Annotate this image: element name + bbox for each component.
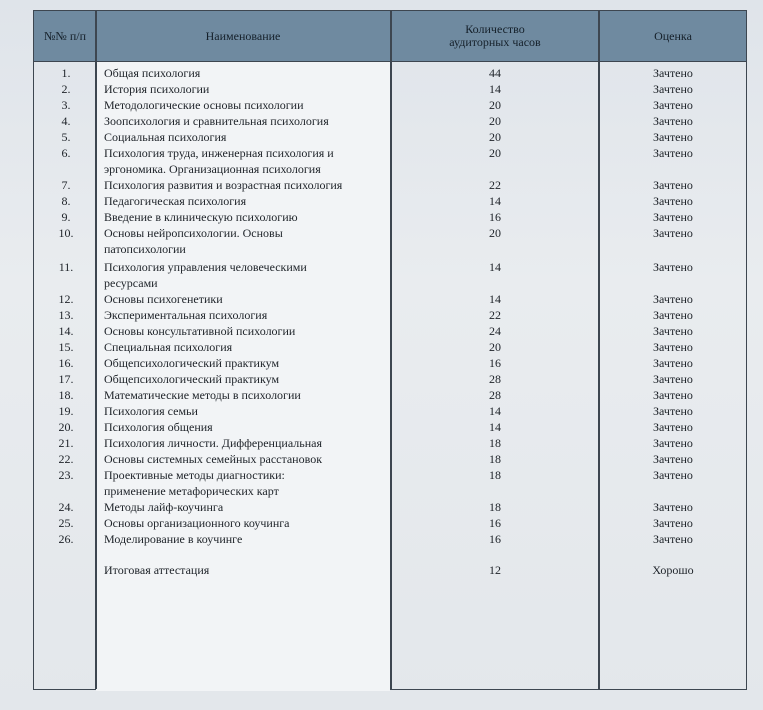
row-hours: 20: [489, 146, 501, 160]
col-divider-1: [95, 11, 97, 689]
row-grade: Зачтено: [653, 82, 693, 96]
row-number: 12.: [58, 292, 74, 306]
row-name-continued: ресурсами: [104, 276, 158, 290]
row-grade: Зачтено: [653, 356, 693, 370]
row-hours: 22: [489, 178, 501, 192]
row-hours: 20: [489, 98, 501, 112]
header-num: №№ п/п: [43, 28, 87, 43]
header-name: Наименование: [205, 28, 281, 43]
row-hours: 20: [489, 340, 501, 354]
row-name: Математические методы в психологии: [104, 388, 301, 402]
row-name: Введение в клиническую психологию: [104, 210, 298, 224]
row-grade: Зачтено: [653, 532, 693, 546]
row-grade: Зачтено: [653, 226, 693, 240]
row-number: 21.: [58, 436, 74, 450]
row-number: 9.: [61, 210, 71, 224]
row-number: 11.: [58, 260, 74, 274]
row-name: Общепсихологический практикум: [104, 372, 280, 386]
row-grade: Зачтено: [653, 404, 693, 418]
row-hours: 24: [489, 324, 501, 338]
row-number: 8.: [61, 194, 71, 208]
row-name-continued: патопсихологии: [104, 242, 186, 256]
row-number: 18.: [58, 388, 74, 402]
row-name: Психология развития и возрастная психология: [104, 178, 343, 192]
row-number: 20.: [58, 420, 74, 434]
row-number: 22.: [58, 452, 74, 466]
row-name: Специальная психология: [104, 340, 233, 354]
row-number: 13.: [58, 308, 74, 322]
row-number: 2.: [61, 82, 71, 96]
row-name: Психология управления человеческими: [104, 260, 307, 274]
row-grade: Зачтено: [653, 114, 693, 128]
row-hours: 28: [489, 388, 501, 402]
row-name: Методологические основы психологии: [104, 98, 304, 112]
row-hours: 14: [489, 404, 501, 418]
row-number: 14.: [58, 324, 74, 338]
row-name: Общепсихологический практикум: [104, 356, 280, 370]
row-hours: 16: [489, 532, 501, 546]
row-grade: Зачтено: [653, 130, 693, 144]
row-hours: 14: [489, 82, 501, 96]
row-grade: Зачтено: [653, 292, 693, 306]
row-hours: 18: [489, 452, 501, 466]
row-grade: Зачтено: [653, 516, 693, 530]
row-name: Психология семьи: [104, 404, 198, 418]
row-number: 10.: [58, 226, 74, 240]
row-hours: 16: [489, 516, 501, 530]
row-grade: Зачтено: [653, 468, 693, 482]
row-name-continued: применение метафорических карт: [104, 484, 279, 498]
row-hours: 20: [489, 226, 501, 240]
row-grade: Зачтено: [653, 178, 693, 192]
final-name: Итоговая аттестация: [104, 563, 210, 577]
courses-table: [33, 10, 747, 690]
row-hours: 18: [489, 500, 501, 514]
row-number: 19.: [58, 404, 74, 418]
row-grade: Зачтено: [653, 436, 693, 450]
row-grade: Зачтено: [653, 66, 693, 80]
row-hours: 18: [489, 436, 501, 450]
row-name: Социальная психология: [104, 130, 227, 144]
row-name: Общая психология: [104, 66, 201, 80]
row-hours: 44: [489, 66, 501, 80]
row-grade: Зачтено: [653, 260, 693, 274]
row-hours: 16: [489, 356, 501, 370]
row-name: Педагогическая психология: [104, 194, 247, 208]
row-number: 23.: [58, 468, 74, 482]
row-grade: Зачтено: [653, 98, 693, 112]
row-grade: Зачтено: [653, 210, 693, 224]
row-name: Основы психогенетики: [104, 292, 223, 306]
final-hours: 12: [489, 563, 501, 577]
row-number: 17.: [58, 372, 74, 386]
row-name: Зоопсихология и сравнительная психология: [104, 114, 329, 128]
row-name: Проективные методы диагностики:: [104, 468, 285, 482]
row-hours: 14: [489, 194, 501, 208]
row-number: 25.: [58, 516, 74, 530]
row-number: 26.: [58, 532, 74, 546]
row-number: 16.: [58, 356, 74, 370]
row-number: 5.: [61, 130, 71, 144]
row-number: 1.: [61, 66, 71, 80]
row-hours: 22: [489, 308, 501, 322]
row-hours: 14: [489, 292, 501, 306]
row-grade: Зачтено: [653, 372, 693, 386]
row-name-continued: эргономика. Организационная психология: [104, 162, 321, 176]
row-name: Психология личности. Дифференциальная: [104, 436, 322, 450]
row-hours: 20: [489, 114, 501, 128]
row-grade: Зачтено: [653, 388, 693, 402]
row-name: Основы организационного коучинга: [104, 516, 290, 530]
header-grade: Оценка: [654, 28, 692, 43]
row-number: 6.: [61, 146, 71, 160]
row-hours: 16: [489, 210, 501, 224]
row-number: 7.: [61, 178, 71, 192]
row-grade: Зачтено: [653, 340, 693, 354]
final-grade: Хорошо: [652, 563, 694, 577]
row-hours: 20: [489, 130, 501, 144]
row-grade: Зачтено: [653, 308, 693, 322]
row-grade: Зачтено: [653, 194, 693, 208]
row-number: 24.: [58, 500, 74, 514]
row-hours: 14: [489, 420, 501, 434]
row-name: Основы системных семейных расстановок: [104, 452, 323, 466]
row-name: Психология труда, инженерная психология и: [104, 146, 334, 160]
row-grade: Зачтено: [653, 420, 693, 434]
row-grade: Зачтено: [653, 452, 693, 466]
row-grade: Зачтено: [653, 500, 693, 514]
row-number: 4.: [61, 114, 71, 128]
row-grade: Зачтено: [653, 146, 693, 160]
row-hours: 14: [489, 260, 501, 274]
row-name: Методы лайф-коучинга: [104, 500, 224, 514]
row-hours: 28: [489, 372, 501, 386]
row-name: Экспериментальная психология: [104, 308, 268, 322]
row-name: Психология общения: [104, 420, 213, 434]
row-name: История психологии: [104, 82, 210, 96]
row-number: 3.: [61, 98, 71, 112]
row-name: Моделирование в коучинге: [104, 532, 243, 546]
row-grade: Зачтено: [653, 324, 693, 338]
row-number: 15.: [58, 340, 74, 354]
header-hours: Количество аудиторных часов: [449, 22, 541, 49]
row-name: Основы нейропсихологии. Основы: [104, 226, 283, 240]
row-hours: 18: [489, 468, 501, 482]
row-name: Основы консультативной психологии: [104, 324, 296, 338]
